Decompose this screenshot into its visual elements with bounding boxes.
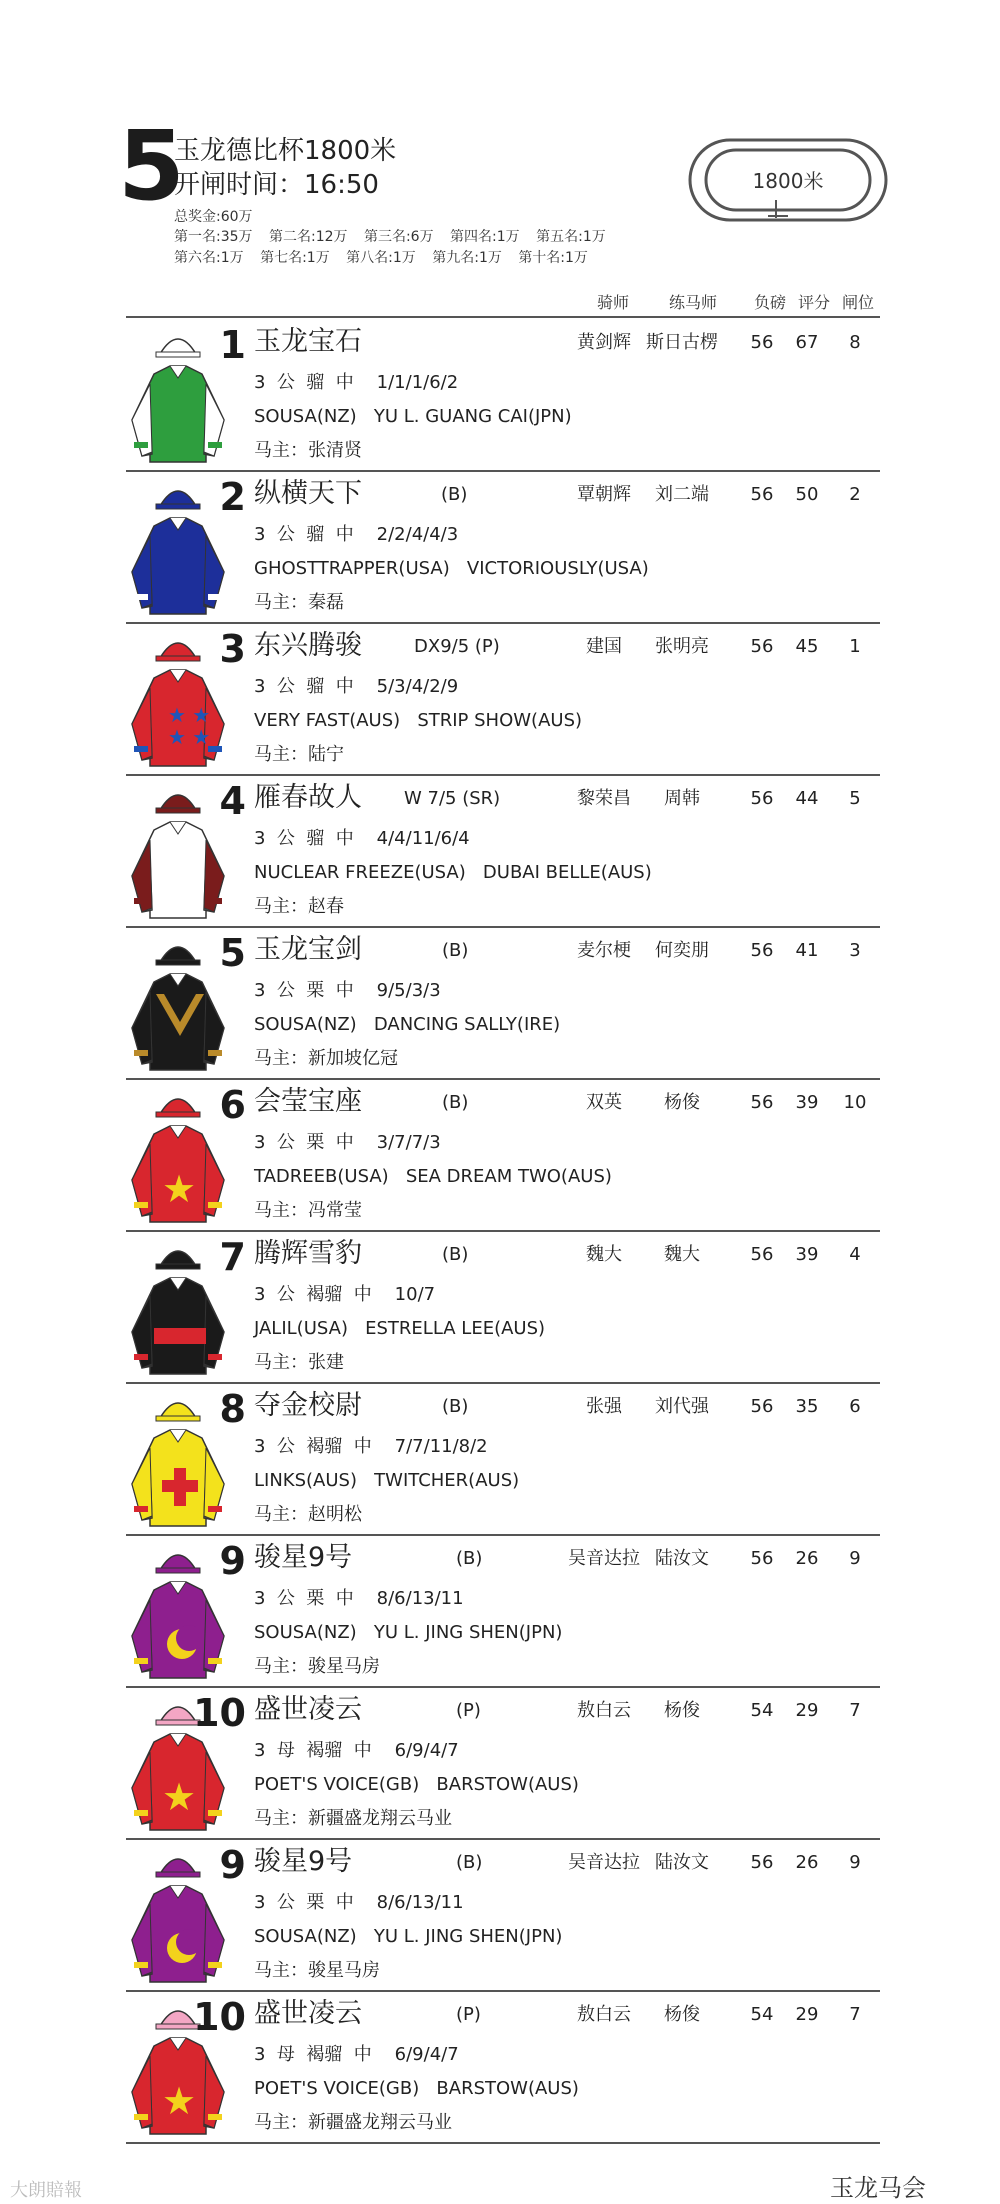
rating: 35 xyxy=(795,1396,819,1417)
track-label: 1800米 xyxy=(752,169,824,193)
prize-item: 第九名:1万 xyxy=(432,250,502,266)
horse-name: 东兴腾骏 xyxy=(254,630,362,661)
watermark-right: 玉龙马会 xyxy=(830,2174,926,2202)
horse-gear: (B) xyxy=(442,1396,469,1417)
horse-name: 骏星9号 xyxy=(254,1542,353,1573)
runner-row xyxy=(126,470,880,622)
runner-number: 5 xyxy=(219,931,246,975)
draw: 9 xyxy=(849,1548,861,1569)
weight: 56 xyxy=(750,1548,774,1569)
horse-pedigree: GHOSTTRAPPER(USA) VICTORIOUSLY(USA) xyxy=(254,558,649,579)
horse-owner: 马主：冯常莹 xyxy=(254,1200,362,1221)
prize-item: 第六名:1万 xyxy=(174,250,244,266)
horse-owner: 马主：赵春 xyxy=(254,896,344,917)
prize-item: 第七名:1万 xyxy=(260,250,330,266)
horse-pedigree: VERY FAST(AUS) STRIP SHOW(AUS) xyxy=(254,710,583,731)
svg-text:★: ★ xyxy=(162,2079,197,2123)
weight: 56 xyxy=(750,636,774,657)
weight: 56 xyxy=(750,1244,774,1265)
runner-number: 9 xyxy=(219,1539,246,1583)
runner-row xyxy=(126,622,880,774)
horse-gear: W 7/5 (SR) xyxy=(404,788,501,809)
total-prize: 总奖金:60万 xyxy=(174,209,253,225)
horse-info: 3 公 骝 中 2/2/4/4/3 xyxy=(254,524,459,545)
rating: 39 xyxy=(795,1244,819,1265)
weight: 56 xyxy=(750,1092,774,1113)
horse-owner: 马主：新疆盛龙翔云马业 xyxy=(254,1808,452,1829)
jockey-name: 麦尔梗 xyxy=(577,940,631,961)
trainer-name: 杨俊 xyxy=(664,1700,700,1721)
horse-name: 会莹宝座 xyxy=(254,1086,362,1117)
prize-item: 第二名:12万 xyxy=(268,229,348,245)
horse-gear: (B) xyxy=(456,1548,483,1569)
jockey-name: 覃朝辉 xyxy=(577,484,631,505)
jockey-name: 黄剑辉 xyxy=(577,332,631,353)
race-start-time: 开闸时间：16:50 xyxy=(174,170,379,200)
track-diagram xyxy=(688,136,888,226)
draw: 1 xyxy=(849,636,861,657)
runner-number: 6 xyxy=(219,1083,246,1127)
runner-row xyxy=(126,1990,880,2142)
draw: 2 xyxy=(849,484,861,505)
draw: 10 xyxy=(843,1092,867,1113)
trainer-name: 杨俊 xyxy=(664,1092,700,1113)
horse-pedigree: SOUSA(NZ) YU L. JING SHEN(JPN) xyxy=(254,1622,563,1643)
runner-number: 1 xyxy=(219,323,246,367)
horse-info: 3 公 骝 中 5/3/4/2/9 xyxy=(254,676,459,697)
horse-gear: (P) xyxy=(456,2004,481,2025)
horse-info: 3 公 骝 中 4/4/11/6/4 xyxy=(254,828,470,849)
rating: 41 xyxy=(795,940,819,961)
runner-row xyxy=(126,926,880,1078)
weight: 56 xyxy=(750,1396,774,1417)
horse-info: 3 公 褐骝 中 7/7/11/8/2 xyxy=(254,1436,488,1457)
trainer-name: 张明亮 xyxy=(655,636,709,657)
rating: 45 xyxy=(795,636,819,657)
trainer-name: 刘二端 xyxy=(655,484,709,505)
col-jockey: 骑师 xyxy=(596,293,629,312)
race-title: 玉龙德比杯1800米 xyxy=(174,136,397,166)
svg-text:★: ★ xyxy=(162,1775,197,1819)
horse-name: 夺金校尉 xyxy=(254,1390,362,1421)
horse-owner: 马主：骏星马房 xyxy=(254,1656,380,1677)
prize-item: 第十名:1万 xyxy=(518,250,588,266)
horse-pedigree: TADREEB(USA) SEA DREAM TWO(AUS) xyxy=(254,1166,612,1187)
prize-row-1 xyxy=(174,230,618,244)
draw: 7 xyxy=(849,2004,861,2025)
horse-name: 玉龙宝石 xyxy=(254,326,362,357)
runner-number: 10 xyxy=(193,1691,246,1735)
runner-number: 4 xyxy=(219,779,246,823)
runner-number: 7 xyxy=(219,1235,246,1279)
prize-item: 第八名:1万 xyxy=(346,250,416,266)
trainer-name: 陆汝文 xyxy=(655,1548,709,1569)
horse-pedigree: NUCLEAR FREEZE(USA) DUBAI BELLE(AUS) xyxy=(254,862,652,883)
horse-name: 骏星9号 xyxy=(254,1846,353,1877)
jockey-name: 建国 xyxy=(586,636,622,657)
horse-info: 3 公 栗 中 8/6/13/11 xyxy=(254,1892,464,1913)
weight: 56 xyxy=(750,940,774,961)
svg-text:★: ★ xyxy=(162,1167,197,1211)
runner-number: 9 xyxy=(219,1843,246,1887)
runner-row xyxy=(126,774,880,926)
prize-item: 第五名:1万 xyxy=(536,229,606,245)
horse-pedigree: POET'S VOICE(GB) BARSTOW(AUS) xyxy=(254,2078,579,2099)
draw: 3 xyxy=(849,940,861,961)
runner-number: 3 xyxy=(219,627,246,671)
jockey-name: 敖白云 xyxy=(577,1700,631,1721)
jockey-name: 吴音达拉 xyxy=(568,1548,640,1569)
horse-gear: (P) xyxy=(456,1700,481,1721)
horse-info: 3 公 褐骝 中 10/7 xyxy=(254,1284,436,1305)
weight: 56 xyxy=(750,1852,774,1873)
rating: 26 xyxy=(795,1852,819,1873)
runner-number: 2 xyxy=(219,475,246,519)
rating: 67 xyxy=(795,332,819,353)
draw: 9 xyxy=(849,1852,861,1873)
draw: 6 xyxy=(849,1396,861,1417)
horse-name: 盛世凌云 xyxy=(254,1998,362,2029)
trainer-name: 何奕朋 xyxy=(655,940,709,961)
horse-gear: (B) xyxy=(442,1244,469,1265)
jockey-name: 张强 xyxy=(586,1396,622,1417)
col-weight: 负磅 xyxy=(753,293,786,312)
trainer-name: 杨俊 xyxy=(664,2004,700,2025)
horse-owner: 马主：新加坡亿冠 xyxy=(254,1048,398,1069)
runner-row xyxy=(126,1078,880,1230)
col-trainer: 练马师 xyxy=(668,293,717,312)
horse-info: 3 母 褐骝 中 6/9/4/7 xyxy=(254,1740,459,1761)
prize-item: 第四名:1万 xyxy=(450,229,520,245)
jockey-name: 黎荣昌 xyxy=(577,788,631,809)
horse-gear: (B) xyxy=(441,484,468,505)
draw: 7 xyxy=(849,1700,861,1721)
horse-pedigree: LINKS(AUS) TWITCHER(AUS) xyxy=(254,1470,520,1491)
horse-info: 3 公 栗 中 8/6/13/11 xyxy=(254,1588,464,1609)
weight: 56 xyxy=(750,788,774,809)
trainer-name: 周韩 xyxy=(664,788,700,809)
horse-name: 腾辉雪豹 xyxy=(254,1238,362,1269)
horse-gear: DX9/5 (P) xyxy=(414,636,500,657)
horse-gear: (B) xyxy=(456,1852,483,1873)
prize-item: 第三名:6万 xyxy=(363,229,434,245)
rating: 44 xyxy=(795,788,819,809)
race-number: 5 xyxy=(118,110,185,222)
horse-name: 盛世凌云 xyxy=(254,1694,362,1725)
draw: 5 xyxy=(849,788,861,809)
runner-number: 8 xyxy=(219,1387,246,1431)
horse-gear: (B) xyxy=(442,1092,469,1113)
horse-pedigree: POET'S VOICE(GB) BARSTOW(AUS) xyxy=(254,1774,579,1795)
horse-owner: 马主：新疆盛龙翔云马业 xyxy=(254,2112,452,2133)
jockey-name: 敖白云 xyxy=(577,2004,631,2025)
row-divider xyxy=(126,2142,880,2144)
col-rating: 评分 xyxy=(797,293,830,312)
col-draw: 闸位 xyxy=(841,293,874,312)
horse-pedigree: SOUSA(NZ) DANCING SALLY(IRE) xyxy=(254,1014,561,1035)
horse-info: 3 母 褐骝 中 6/9/4/7 xyxy=(254,2044,459,2065)
draw: 8 xyxy=(849,332,861,353)
trainer-name: 陆汝文 xyxy=(655,1852,709,1873)
runner-row xyxy=(126,1382,880,1534)
watermark-left: 大朗賠報 xyxy=(10,2180,82,2201)
rating: 29 xyxy=(795,2004,819,2025)
prize-row-2 xyxy=(174,251,600,265)
svg-text:★ ★: ★ ★ xyxy=(168,703,211,727)
horse-name: 玉龙宝剑 xyxy=(254,934,362,965)
rating: 26 xyxy=(795,1548,819,1569)
horse-info: 3 公 栗 中 9/5/3/3 xyxy=(254,980,441,1001)
rating: 29 xyxy=(795,1700,819,1721)
horse-owner: 马主：赵明松 xyxy=(254,1504,362,1525)
weight: 56 xyxy=(750,484,774,505)
jockey-name: 吴音达拉 xyxy=(568,1852,640,1873)
horse-pedigree: JALIL(USA) ESTRELLA LEE(AUS) xyxy=(254,1318,546,1339)
draw: 4 xyxy=(849,1244,861,1265)
horse-owner: 马主：张建 xyxy=(254,1352,344,1373)
horse-name: 雁春故人 xyxy=(254,782,362,813)
runner-row xyxy=(126,1230,880,1382)
weight: 54 xyxy=(750,1700,774,1721)
horse-info: 3 公 骝 中 1/1/1/6/2 xyxy=(254,372,459,393)
trainer-name: 斯日古楞 xyxy=(646,332,718,353)
svg-text:★ ★: ★ ★ xyxy=(168,725,211,749)
horse-pedigree: SOUSA(NZ) YU L. JING SHEN(JPN) xyxy=(254,1926,563,1947)
weight: 54 xyxy=(750,2004,774,2025)
trainer-name: 刘代强 xyxy=(655,1396,709,1417)
horse-pedigree: SOUSA(NZ) YU L. GUANG CAI(JPN) xyxy=(254,406,572,427)
horse-owner: 马主：骏星马房 xyxy=(254,1960,380,1981)
horse-owner: 马主：张清贤 xyxy=(254,440,362,461)
jockey-name: 魏大 xyxy=(586,1244,622,1265)
trainer-name: 魏大 xyxy=(664,1244,700,1265)
horse-owner: 马主：秦磊 xyxy=(254,592,344,613)
jockey-name: 双英 xyxy=(586,1092,622,1113)
runner-number: 10 xyxy=(193,1995,246,2039)
runner-row xyxy=(126,318,880,470)
horse-name: 纵横天下 xyxy=(254,478,362,509)
runner-row xyxy=(126,1686,880,1838)
prize-item: 第一名:35万 xyxy=(174,229,253,245)
runner-row xyxy=(126,1534,880,1686)
horse-info: 3 公 栗 中 3/7/7/3 xyxy=(254,1132,441,1153)
rating: 39 xyxy=(795,1092,819,1113)
horse-owner: 马主：陆宁 xyxy=(254,744,344,765)
runner-row xyxy=(126,1838,880,1990)
rating: 50 xyxy=(795,484,819,505)
weight: 56 xyxy=(750,332,774,353)
horse-gear: (B) xyxy=(442,940,469,961)
